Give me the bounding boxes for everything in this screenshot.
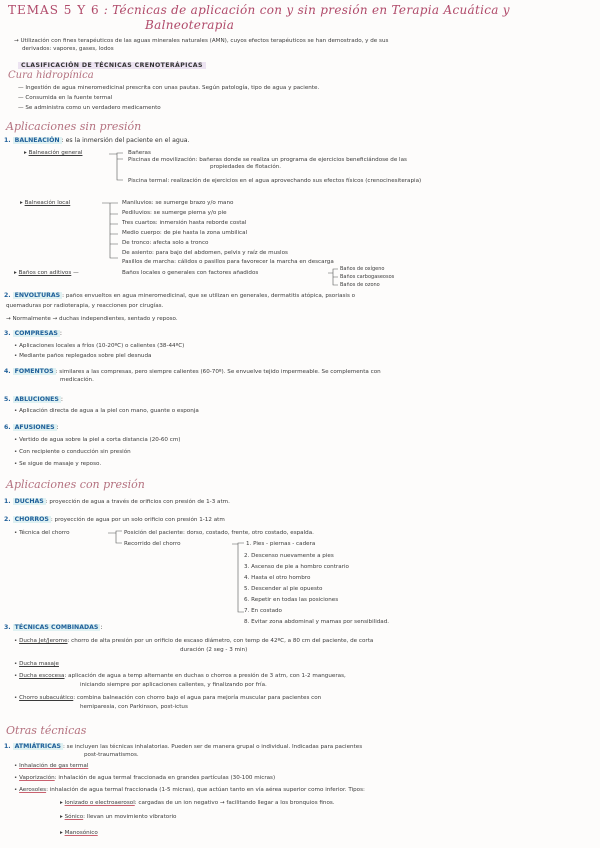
general-item-piscina-termal: Piscina termal: realización de ejercicios en el agua aprovechando sus efectos físicos (crenocinesiterapia) — [128, 178, 422, 184]
afusiones-heading: 6. AFUSIONES : — [4, 424, 59, 431]
recorrido-step-6: 6. Repetir en todas las posiciones — [244, 597, 339, 603]
local-item-pediluvios: Pediluvios: se sumerge pierna y/o pie — [122, 210, 227, 216]
ducha-jet-line2: duración (2 seg - 3 min) — [180, 647, 248, 653]
local-item-pasillos: Pasillos de marcha: cálidos o pasillos para favorecer la marcha en descarga — [122, 259, 334, 265]
intro-line1: → Utilización con fines terapéuticos de las aguas minerales naturales (AMN), cuyos efectos terapéuticos se han demostrado, y de sus — [14, 38, 389, 44]
fomentos-heading: 4. FOMENTOS : similares a las compresas, pero siempre calientes (60-70º). Se envuelve tejido impermeable. Se complementa con — [4, 368, 381, 375]
title-topic: TEMAS 5 Y 6 — [8, 3, 100, 17]
con-presion-title: Aplicaciones con presión — [6, 478, 145, 491]
balneacion-heading: 1. BALNEACIÓN : es la inmersión del paciente en el agua. — [4, 137, 190, 144]
cura-item-3: — Se administra como un verdadero medicamento — [18, 105, 161, 111]
atmiatricas-heading: 1. ATMIÁTRICAS : se incluyen las técnicas inhalatorias. Pueden ser de manera grupal o individual. Indicadas para pacientes — [4, 743, 363, 750]
ducha-escocesa: • Ducha escocesa: aplicación de agua a temp alternante en duchas o chorros a presión de 3 atm, con 1-2 mangueras, — [14, 673, 346, 679]
title-text: Técnicas de aplicación con y sin presión en Terapia Acuática y — [112, 3, 510, 17]
clasificacion-heading-text: CLASIFICACIÓN DE TÉCNICAS CRENOTERÁPICAS — [18, 62, 206, 69]
balneacion-general-label: ▸ Balneación general — [24, 150, 83, 156]
cura-item-2: — Consumida en la fuente termal — [18, 95, 113, 101]
balneacion-general-bracket — [105, 150, 125, 186]
recorrido-step-2: 2. Descenso nuevamente a pies — [244, 553, 334, 559]
atmiatricas-line2: post-traumatismos. — [84, 752, 139, 758]
recorrido-step-8: 8. Evitar zona abdominal y mamas por sensibilidad. — [244, 619, 390, 625]
combinadas-heading: 3. TÉCNICAS COMBINADAS : — [4, 624, 103, 631]
general-item-piscinas: Piscinas de movilización: bañeras donde se realiza un programa de ejercicios beneficiándose de las — [128, 157, 407, 163]
general-item-banera: Bañeras — [128, 150, 151, 156]
cura-item-1: — Ingestión de agua mineromedicinal prescrita con unas pautas. Según patología, tipo de agua y paciente. — [18, 85, 320, 91]
intro-line2: derivados: vapores, gases, lodos — [22, 46, 114, 52]
sin-presion-title: Aplicaciones sin presión — [6, 120, 142, 133]
abluciones-text: • Aplicación directa de agua a la piel con mano, guante o esponja — [14, 408, 199, 414]
duchas-heading: 1. DUCHAS : proyección de agua a través de orificios con presión de 1-3 atm. — [4, 498, 230, 505]
recorrido-step-4: 4. Hasta el otro hombro — [244, 575, 311, 581]
balneacion-local-bracket — [100, 200, 120, 262]
afusiones-item-2: • Con recipiente o conducción sin presión — [14, 449, 131, 455]
chorro-bracket — [104, 528, 124, 548]
local-item-maniluvios: Maniluvios: se sumerge brazo y/o mano — [122, 200, 234, 206]
page-title — [8, 3, 510, 17]
chorro-recorrido-label: Recorrido del chorro — [124, 541, 181, 547]
tecnica-chorro-label: • Técnica del chorro — [14, 530, 70, 536]
otras-title: Otras técnicas — [6, 724, 87, 737]
tipo-manosonico: ▸ Manosónico — [60, 830, 98, 836]
envolturas-heading: 2. ENVOLTURAS : paños envueltos en agua mineromedicinal, que se utilizan en generales, dermatitis atópica, psoriasis o — [4, 292, 356, 299]
recorrido-step-5: 5. Descender al pie opuesto — [244, 586, 323, 592]
balneacion-local-label: ▸ Balneación local — [20, 200, 71, 206]
aditivos-label: ▸ Baños con aditivos — — [14, 270, 79, 276]
ducha-masaje: • Ducha masaje — [14, 661, 59, 667]
aditivos-oxigeno: Baños de oxígeno — [340, 266, 385, 272]
cura-hidropinica-title: Cura hidropínica — [8, 70, 94, 81]
aditivos-text: Baños locales o generales con factores añadidos — [122, 270, 259, 276]
abluciones-heading: 5. ABLUCIONES : — [4, 396, 63, 403]
afusiones-item-3: • Se sigue de masaje y reposo. — [14, 461, 102, 467]
otras-item-vaporizacion: • Vaporización: inhalación de agua termal fraccionada en grandes partículas (30-100 micras) — [14, 775, 276, 781]
recorrido-step-1: 1. Pies - piernas - cadera — [246, 541, 316, 547]
recorrido-step-3: 3. Ascenso de pie a hombro contrario — [244, 564, 349, 570]
chorro-subacuatico: • Chorro subacuático: combina balneación con chorro bajo el agua para mejoría muscular para pacientes con — [14, 695, 322, 701]
general-item-piscinas-2: propiedades de flotación. — [210, 164, 282, 170]
aditivos-carbogaseosos: Baños carbogaseosos — [340, 274, 395, 280]
local-item-tronco: De tronco: afecta solo a tronco — [122, 240, 209, 246]
ducha-escocesa-line2: iniciando siempre por aplicaciones calientes, y finalizando por fría. — [80, 682, 267, 688]
chorro-subacuatico-line2: hemiparesia, con Parkinson, post-ictus — [80, 704, 188, 710]
chorros-heading: 2. CHORROS : proyección de agua por un solo orificio con presión 1-12 atm — [4, 516, 225, 523]
recorrido-step-7: 7. En costado — [244, 608, 282, 614]
envolturas-line3: → Normalmente → duchas independientes, sentado y reposo. — [6, 316, 178, 322]
compresas-item-2: • Mediante paños replegados sobre piel desnuda — [14, 353, 152, 359]
otras-item-inhalacion: • Inhalación de gas termal — [14, 763, 89, 769]
compresas-item-1: • Aplicaciones locales a fríos (10-20ºC) o calientes (38-44ºC) — [14, 343, 185, 349]
aditivos-bracket — [328, 266, 340, 288]
ducha-jet: • Ducha Jet/Jerome: chorro de alta presión por un orificio de escaso diámetro, con temp de 42ºC, a 80 cm del paciente, de corta — [14, 638, 374, 644]
title-separator: : — [103, 3, 113, 17]
envolturas-line2: quemaduras por radioterapia, y reacciones por cirugías. — [6, 303, 164, 309]
fomentos-line2: medicación. — [60, 377, 94, 383]
otras-item-aerosoles: • Aerosoles: inhalación de agua termal fraccionada (1-5 micras), que actúan tanto en vía aérea superior como inferior. Tipos: — [14, 787, 365, 793]
local-item-medio-cuerpo: Medio cuerpo: de pie hasta la zona umbilical — [122, 230, 248, 236]
afusiones-item-1: • Vertido de agua sobre la piel a corta distancia (20-60 cm) — [14, 437, 181, 443]
chorro-posicion: Posición del paciente: dorso, costado, frente, otro costado, espalda. — [124, 530, 314, 536]
local-item-asiento: De asiento: para bajo del abdomen, pelvis y raíz de muslos — [122, 250, 288, 256]
tipo-sonico: ▸ Sónico: llevan un movimiento vibratorio — [60, 814, 177, 820]
aditivos-ozono: Baños de ozono — [340, 282, 380, 288]
clasificacion-heading — [18, 62, 206, 70]
title-line2: Balneoterapia — [145, 18, 235, 32]
tipo-ionizado: ▸ Ionizado o electroaerosol: cargadas de un ion negativo → facilitando llegar a los bronquios finos. — [60, 800, 335, 806]
local-item-tres-cuartos: Tres cuartos: inmersión hasta reborde costal — [122, 220, 247, 226]
compresas-heading: 3. COMPRESAS : — [4, 330, 62, 337]
